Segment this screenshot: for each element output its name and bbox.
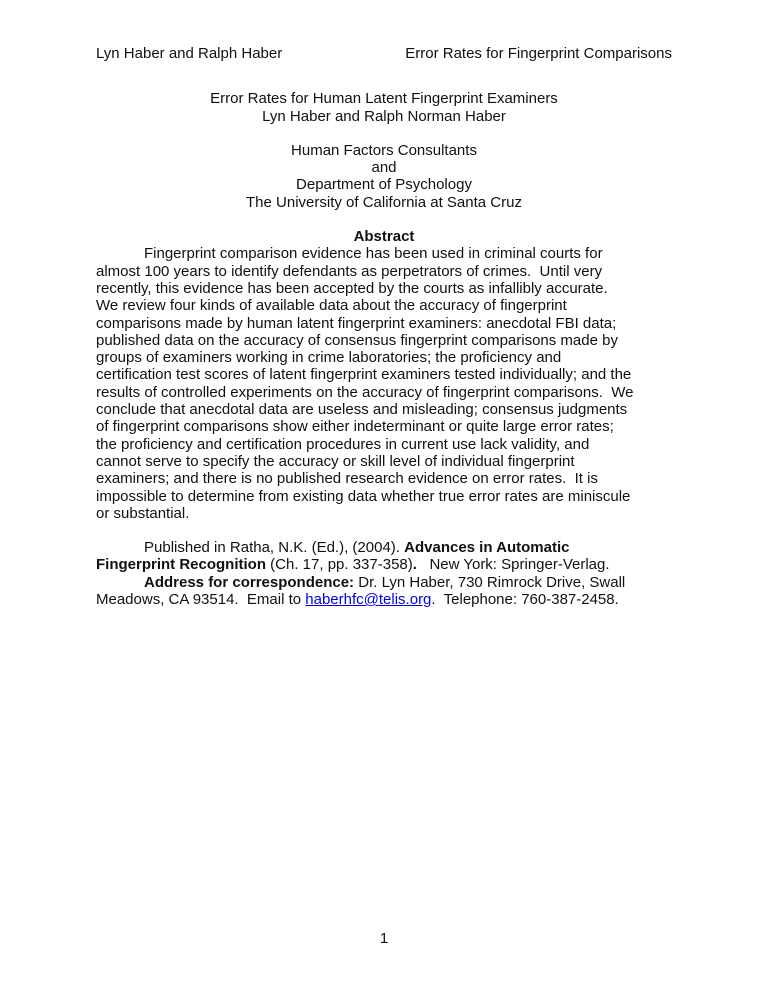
running-header-authors: Lyn Haber and Ralph Haber — [96, 45, 283, 62]
running-header — [96, 45, 672, 62]
abstract-line: groups of examiners working in crime laboratories; the proficiency and — [96, 349, 562, 367]
publication-info — [96, 539, 686, 608]
abstract-line: the proficiency and certification procedures in current use lack validity, and — [96, 435, 590, 453]
abstract-line: impossible to determine from existing data whether true error rates are miniscule — [96, 487, 631, 505]
paper-title-block — [96, 90, 672, 125]
running-header-title: Error Rates for Fingerprint Comparisons — [405, 45, 672, 62]
abstract-line: Fingerprint comparison evidence has been used in criminal courts for — [144, 245, 603, 263]
abstract-line: published data on the accuracy of consensus fingerprint comparisons made by — [96, 331, 618, 349]
published-line-1: Published in Ratha, N.K. (Ed.), (2004). Advances in Automatic — [144, 539, 570, 557]
paper-authors: Lyn Haber and Ralph Norman Haber — [262, 107, 506, 125]
abstract-line: or substantial. — [96, 504, 190, 522]
address-line-2: Meadows, CA 93514. Email to haberhfc@telis.org. Telephone: 760-387-2458. — [96, 591, 619, 609]
page-number: 1 — [379, 930, 389, 947]
paper-title: Error Rates for Human Latent Fingerprint Examiners — [210, 90, 558, 108]
abstract-body — [96, 245, 686, 522]
address-line-1: Address for correspondence: Dr. Lyn Haber, 730 Rimrock Drive, Swall — [144, 573, 626, 591]
address-label: Address for correspondence: — [144, 573, 355, 591]
abstract-line: certification test scores of latent fingerprint examiners tested individually; and the — [96, 366, 632, 384]
abstract-line: examiners; and there is no published research evidence on error rates. It is — [96, 470, 598, 488]
affiliation-line: Department of Psychology — [296, 176, 472, 194]
abstract-line: almost 100 years to identify defendants as perpetrators of crimes. Until very — [96, 262, 603, 280]
abstract-line: We review four kinds of available data about the accuracy of fingerprint — [96, 297, 567, 315]
email-link[interactable]: haberhfc@telis.org — [305, 591, 432, 609]
affiliation-line: The University of California at Santa Cruz — [246, 193, 522, 211]
abstract-line: comparisons made by human latent fingerprint examiners: anecdotal FBI data; — [96, 314, 617, 332]
affiliation-line: Human Factors Consultants — [291, 141, 477, 159]
published-line-2: Fingerprint Recognition (Ch. 17, pp. 337-358). New York: Springer-Verlag. — [96, 556, 610, 574]
book-title: Fingerprint Recognition — [96, 556, 266, 574]
abstract-line: of fingerprint comparisons show either indeterminant or quite large error rates; — [96, 418, 614, 436]
abstract-line: conclude that anecdotal data are useless and misleading; consensus judgments — [96, 401, 628, 419]
affiliation-line: and — [371, 159, 397, 177]
abstract-line: cannot serve to specify the accuracy or skill level of individual fingerprint — [96, 452, 575, 470]
abstract-line: recently, this evidence has been accepted by the courts as infallibly accurate. — [96, 279, 608, 297]
affiliation-block — [96, 142, 672, 211]
book-title: Advances in Automatic — [404, 539, 570, 557]
abstract-heading: Abstract — [353, 228, 415, 246]
document-page — [96, 45, 686, 608]
abstract-line: results of controlled experiments on the accuracy of fingerprint comparisons. We — [96, 383, 634, 401]
